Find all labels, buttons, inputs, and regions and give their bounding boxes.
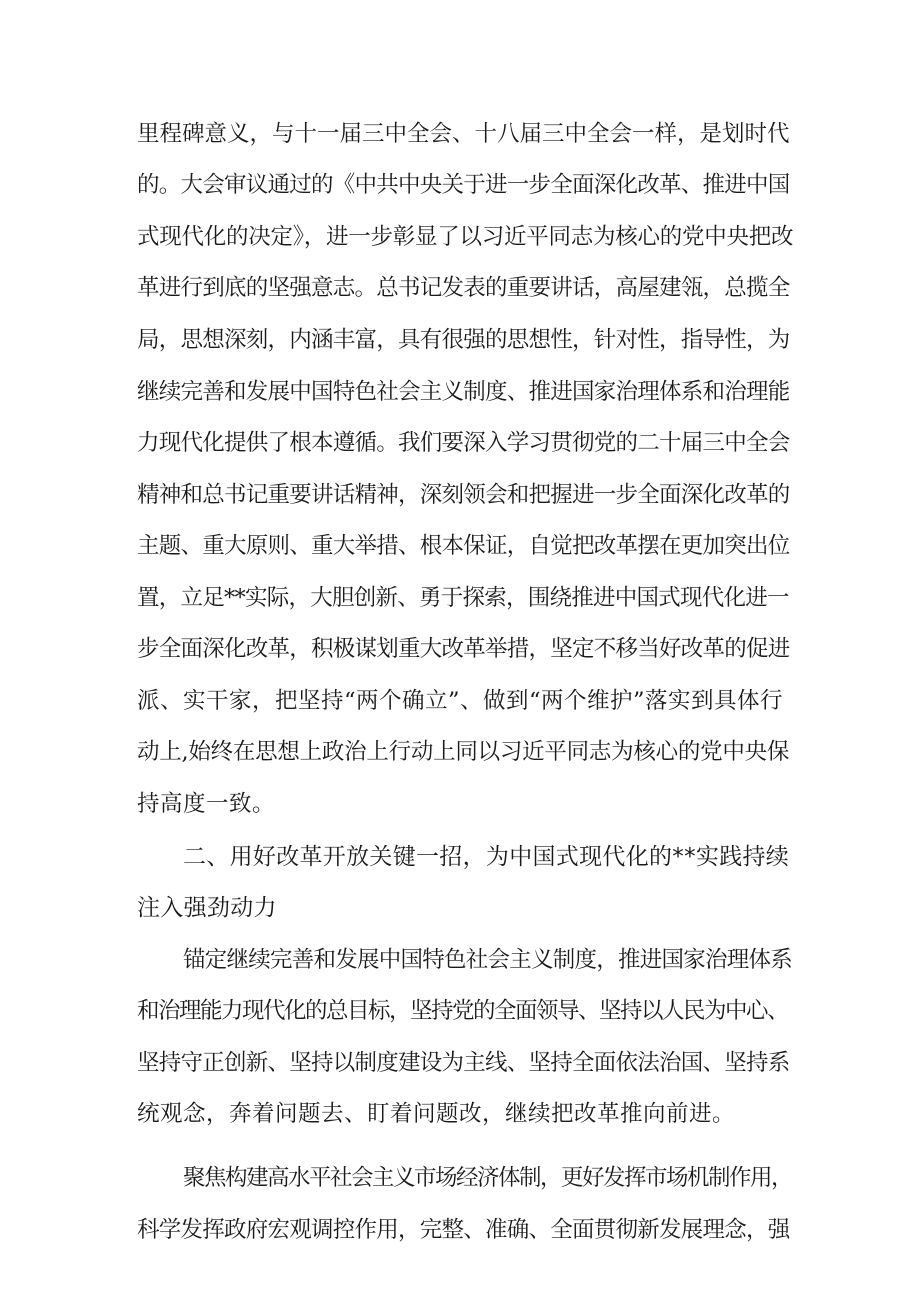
- text-line: 局，思想深刻，内涵丰富，具有很强的思想性，针对性，指导性，为: [137, 327, 790, 353]
- text-line: 里程碑意义，与十一届三中全会、十八届三中全会一样，是划时代: [137, 121, 790, 147]
- text-line: 科学发挥政府宏观调控作用，完整、准确、全面贯彻新发展理念，强: [137, 1217, 790, 1243]
- heading-line: 注入强劲动力: [137, 895, 277, 921]
- text-line: 持高度一致。: [137, 791, 276, 817]
- heading-line: 二、用好改革开放关键一招，为中国式现代化的**实践持续: [183, 844, 790, 870]
- text-line: 统观念，奔着问题去、盯着问题改，继续把改革推向前进。: [137, 1101, 736, 1127]
- text-line: 主题、重大原则、重大举措、根本保证，自觉把改革摆在更加突出位: [137, 533, 790, 559]
- text-line: 步全面深化改革，积极谋划重大改革举措，坚定不移当好改革的促进: [137, 636, 790, 662]
- text-line: 派、实干家，把坚持“两个确立”、做到“两个维护”落实到具体行: [137, 688, 784, 714]
- text-line: 的。大会审议通过的《中共中央关于进一步全面深化改革、推进中国: [137, 172, 790, 198]
- text-line: 锚定继续完善和发展中国特色社会主义制度，推进国家治理体系: [183, 947, 793, 973]
- text-line: 革进行到底的坚强意志。总书记发表的重要讲话，高屋建瓴，总揽全: [137, 275, 790, 301]
- text-line: 置，立足**实际，大胆创新、勇于探索，围绕推进中国式现代化进一: [137, 585, 789, 611]
- text-line: 精神和总书记重要讲话精神，深刻领会和把握进一步全面深化改革的: [137, 482, 790, 508]
- text-line: 动上,始终在思想上政治上行动上同以习近平同志为核心的党中央保: [137, 739, 790, 765]
- text-line: 聚焦构建高水平社会主义市场经济体制，更好发挥市场机制作用，: [183, 1165, 793, 1191]
- text-line: 式现代化的决定》，进一步彰显了以习近平同志为核心的党中央把改: [137, 224, 794, 250]
- text-line: 继续完善和发展中国特色社会主义制度、推进国家治理体系和治理能: [137, 379, 790, 405]
- text-line: 和治理能力现代化的总目标，坚持党的全面领导、坚持以人民为中心、: [137, 998, 789, 1024]
- text-line: 坚持守正创新、坚持以制度建设为主线、坚持全面依法治国、坚持系: [137, 1050, 790, 1076]
- text-line: 力现代化提供了根本遵循。我们要深入学习贯彻党的二十届三中全会: [137, 430, 790, 456]
